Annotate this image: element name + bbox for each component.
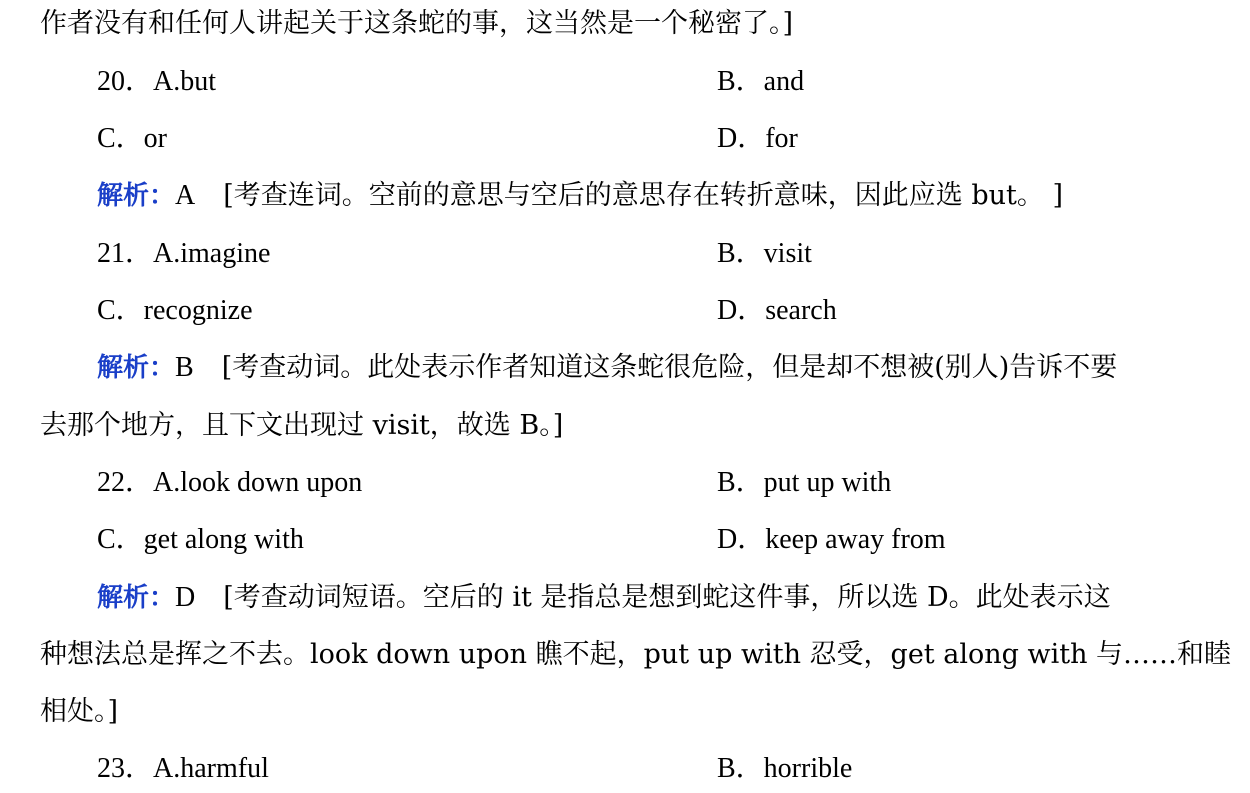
q21-option-a: 21．A.imagine xyxy=(97,238,271,269)
q22-analysis xyxy=(97,578,1111,618)
q22-analysis-cont-1: 种想法总是挥之不去。look down upon 瞧不起，put up with 忍受，get along with 与……和睦 xyxy=(40,639,1232,670)
q20-analysis xyxy=(97,176,1063,216)
q22-option-a: 22．A.look down upon xyxy=(97,467,363,498)
answer-letter: B xyxy=(175,352,194,383)
answer-letter: A xyxy=(175,180,196,211)
q21-option-b: B．visit xyxy=(717,238,812,269)
q21-option-c: C．recognize xyxy=(97,295,253,326)
explanation-text: [考查动词。此处表示作者知道这条蛇很危险，但是却不想被(别人)告诉不要 xyxy=(221,352,1118,383)
q21-option-d: D．search xyxy=(717,295,837,326)
q22-option-c: C．get along with xyxy=(97,524,304,555)
q20-option-c: C．or xyxy=(97,123,168,154)
explanation-text: [考查动词短语。空后的 it 是指总是想到蛇这件事，所以选 D。此处表示这 xyxy=(223,582,1111,613)
q23-option-b: B．horrible xyxy=(717,753,853,784)
intro-end-line: 作者没有和任何人讲起关于这条蛇的事，这当然是一个秘密了。] xyxy=(40,8,794,39)
answer-letter: D xyxy=(175,582,196,613)
explanation-text: [考查连词。空前的意思与空后的意思存在转折意味，因此应选 but。 ] xyxy=(223,180,1064,211)
q20-option-d: D．for xyxy=(717,123,798,154)
analysis-label: 解析： xyxy=(97,181,176,211)
q22-option-d: D．keep away from xyxy=(717,524,946,555)
analysis-label: 解析： xyxy=(97,353,176,383)
q20-option-a: 20．A.but xyxy=(97,66,217,97)
analysis-label: 解析： xyxy=(97,583,176,613)
q21-analysis xyxy=(97,348,1117,388)
q22-option-b: B．put up with xyxy=(717,467,892,498)
q21-analysis-cont: 去那个地方，且下文出现过 visit，故选 B。] xyxy=(40,410,564,441)
q20-option-b: B．and xyxy=(717,66,805,97)
q22-analysis-cont-2: 相处。] xyxy=(40,696,119,727)
q23-option-a: 23．A.harmful xyxy=(97,753,269,784)
